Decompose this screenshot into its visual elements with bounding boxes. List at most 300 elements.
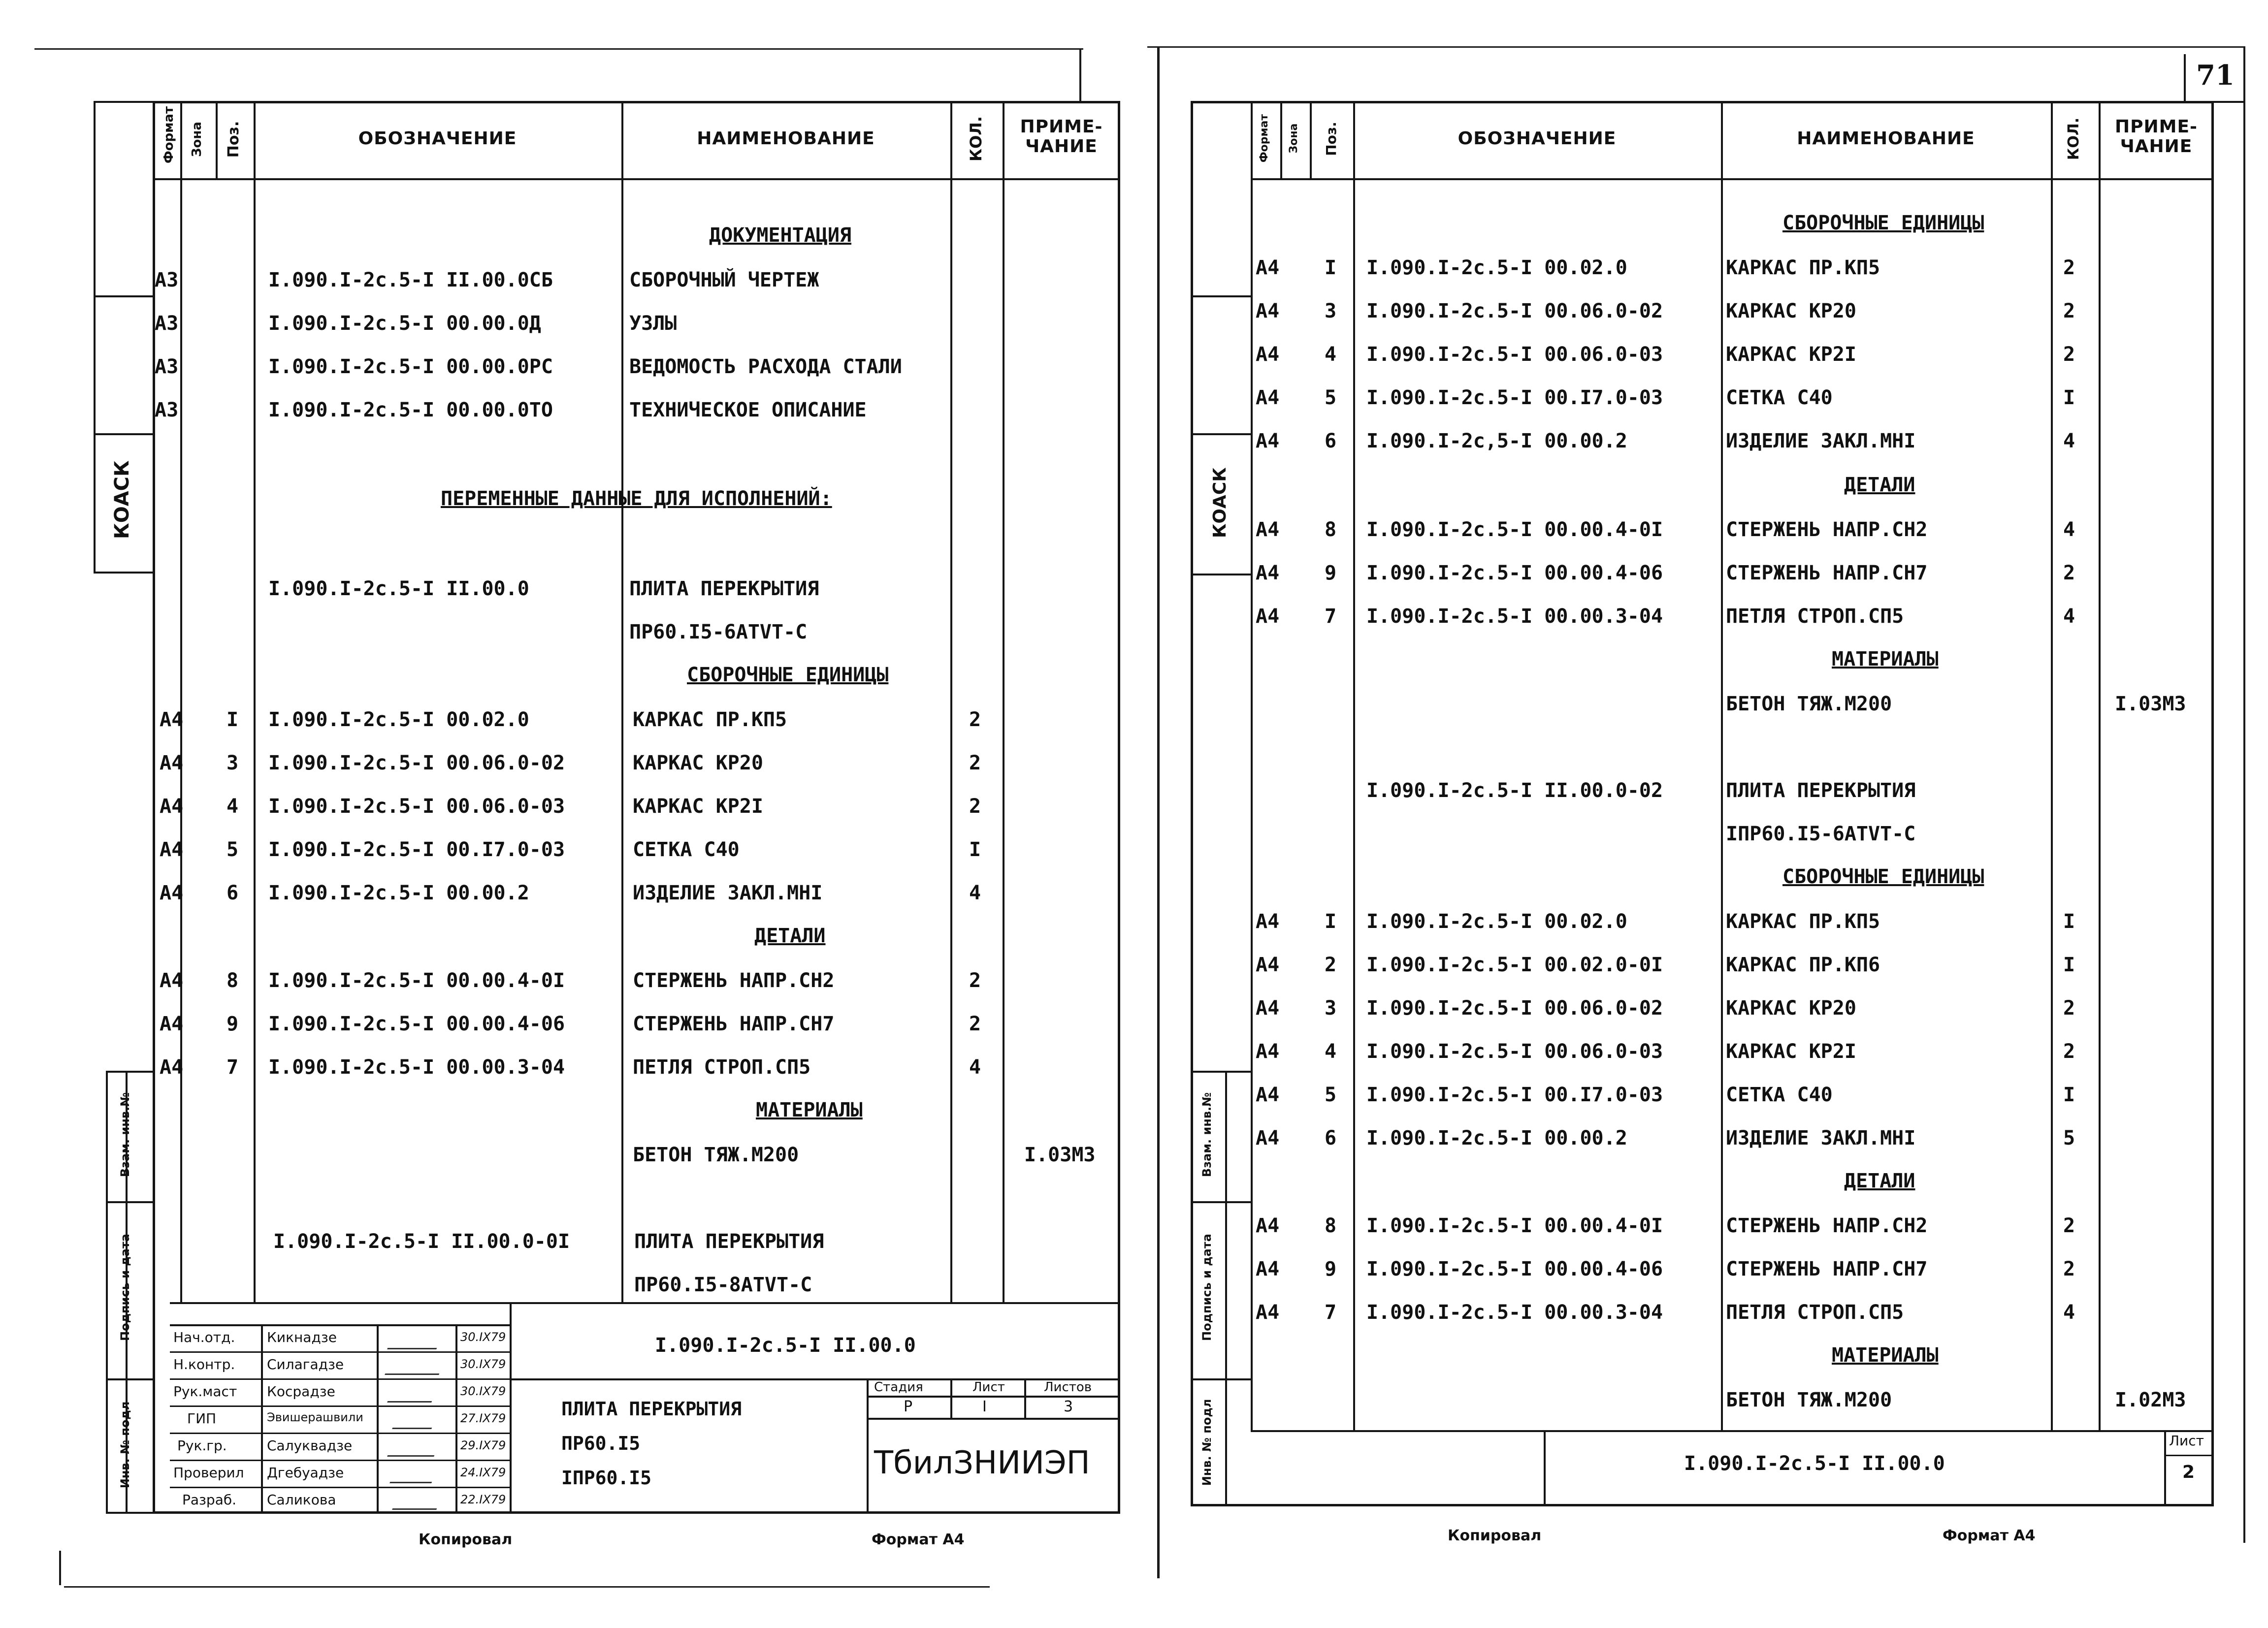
left-bs-line2 — [106, 1378, 153, 1380]
designation-cell: I.090.I-2c.5-I 00.06.0-03 — [1366, 1040, 1663, 1063]
pos-cell: 8 — [227, 969, 239, 992]
right-asm2-row — [1251, 943, 2214, 987]
right-hdr-name: НАИМЕНОВАНИЕ — [1797, 128, 1975, 149]
qty-cell: 2 — [2063, 300, 2075, 322]
right-section-assemblies-2: СБОРОЧНЫЕ ЕДИНИЦЫ — [1782, 865, 1984, 888]
person-name: Кикнадзе — [267, 1329, 337, 1345]
right-det-row — [1251, 595, 2214, 638]
role-label: Разраб. — [182, 1492, 237, 1508]
right-footer-copied: Копировал — [1448, 1527, 1542, 1544]
left-tb-sheets-divider — [1024, 1378, 1026, 1418]
name-cell: УЗЛЫ — [629, 312, 677, 335]
format-cell: А3 — [155, 312, 179, 335]
left-asm-row — [153, 828, 1120, 871]
right-asm2-row — [1251, 987, 2214, 1030]
name-cell: ПЕТЛЯ СТРОП.СП5 — [633, 1056, 811, 1079]
name-cell: КАРКАС ПР.КП5 — [1726, 910, 1880, 933]
left-det-row — [153, 1002, 1120, 1046]
name-cell: КАРКАС ПР.КП5 — [633, 708, 787, 731]
designation-cell: I.090.I-2c.5-I 00.00.4-06 — [1366, 562, 1663, 584]
format-cell: А4 — [160, 882, 184, 904]
format-cell: А4 — [1256, 910, 1280, 933]
left-strip-line1 — [94, 295, 153, 297]
qty-cell: 4 — [2063, 430, 2075, 452]
right-det2-row — [1251, 1204, 2214, 1247]
left-tb-stage-bottom — [867, 1418, 1120, 1420]
format-cell: А4 — [160, 838, 184, 861]
left-side-sign: Подпись и дата — [118, 1234, 132, 1341]
left-section-assemblies: СБОРОЧНЫЕ ЕДИНИЦЫ — [687, 664, 889, 686]
right-item-row — [1251, 769, 2214, 812]
name-cell: КАРКАС КР20 — [633, 752, 763, 774]
format-cell: А4 — [1256, 1040, 1280, 1063]
right-section-assemblies: СБОРОЧНЫЕ ЕДИНИЦЫ — [1782, 212, 1984, 234]
name-cell: СТЕРЖЕНЬ НАПР.СН7 — [633, 1013, 835, 1035]
qty-cell: I — [2063, 954, 2075, 976]
right-det-row — [1251, 551, 2214, 595]
right-asm-row — [1251, 333, 2214, 376]
left-asm-row — [153, 871, 1120, 915]
format-cell: А4 — [160, 1056, 184, 1079]
name-cell: СТЕРЖЕНЬ НАПР.СН2 — [1726, 518, 1928, 541]
designation-cell: I.090.I-2c.5-I 00.I7.0-03 — [268, 838, 565, 861]
designation-cell: I.090.I-2c,5-I 00.00.2 — [1366, 430, 1627, 452]
name-cell: КАРКАС КР2I — [633, 795, 763, 818]
left-item1-row2 — [153, 610, 1120, 654]
left-sig-row2 — [170, 1378, 510, 1380]
scan-edge-top-left — [34, 48, 1083, 50]
right-det-row — [1251, 508, 2214, 551]
sign-date: 24.IX79 — [460, 1466, 506, 1479]
pos-cell: 5 — [1325, 386, 1337, 409]
format-cell: А4 — [1256, 1258, 1280, 1280]
left-sig-row4 — [170, 1433, 510, 1434]
right-det2-row — [1251, 1291, 2214, 1334]
name-cell: ПР60.I5-8АТVТ-С — [634, 1274, 812, 1296]
signature-mark — [385, 1365, 443, 1375]
scan-edge-left — [59, 1551, 61, 1585]
left-sheet-value: I — [982, 1398, 987, 1415]
qty-cell: 2 — [969, 795, 981, 818]
right-bs-line1 — [1191, 1201, 1251, 1203]
qty-cell: 5 — [2063, 1127, 2075, 1149]
designation-cell: I.090.I-2c.5-I II.00.0-0I — [273, 1230, 570, 1253]
left-det-row — [153, 1046, 1120, 1089]
left-side-inv: Взам. инв.№ — [118, 1092, 132, 1178]
right-page-number: 71 — [2196, 59, 2235, 92]
qty-cell: 2 — [2063, 1040, 2075, 1063]
left-section-details: ДЕТАЛИ — [754, 925, 826, 947]
format-cell: А4 — [1256, 997, 1280, 1020]
left-stage-label: Стадия — [874, 1380, 923, 1395]
right-asm-row — [1251, 376, 2214, 419]
right-footer-format: Формат А4 — [1943, 1527, 2036, 1544]
qty-cell: 2 — [2063, 343, 2075, 366]
left-doc-row — [153, 258, 1120, 302]
right-doc-code: I.090.I-2c.5-I II.00.0 — [1684, 1452, 1945, 1475]
sign-date: 22.IX79 — [460, 1493, 506, 1506]
designation-cell: I.090.I-2c.5-I 00.I7.0-03 — [1366, 1084, 1663, 1106]
left-item1-row — [153, 567, 1120, 610]
left-hdr-zone: Зона — [190, 122, 204, 157]
person-name: Салуквадзе — [267, 1437, 353, 1454]
right-sheet-value: 2 — [2182, 1462, 2195, 1482]
left-footer-copied: Копировал — [419, 1531, 513, 1548]
designation-cell: I.090.I-2c.5-I II.00.0 — [268, 577, 529, 600]
left-section-materials: МАТЕРИАЛЫ — [756, 1099, 863, 1121]
right-section-materials-2: МАТЕРИАЛЫ — [1832, 1344, 1939, 1367]
right-hdr-qty: КОЛ. — [2065, 117, 2082, 160]
left-doc-row — [153, 388, 1120, 432]
pos-cell: 4 — [1325, 343, 1337, 366]
right-side-inv: Взам. инв.№ — [1200, 1092, 1214, 1178]
qty-cell: I — [2063, 386, 2075, 409]
format-cell: А4 — [1256, 430, 1280, 452]
left-mat-row — [153, 1133, 1120, 1177]
name-cell: БЕТОН ТЯЖ.М200 — [633, 1144, 799, 1166]
left-doc-row — [153, 302, 1120, 345]
qty-cell: 2 — [2063, 1214, 2075, 1237]
pos-cell: 6 — [227, 882, 239, 904]
left-hdr-format: Формат — [162, 106, 176, 163]
left-hdr-name: НАИМЕНОВАНИЕ — [697, 128, 875, 149]
scan-edge-bottom-left — [64, 1586, 990, 1588]
qty-cell: 2 — [2063, 256, 2075, 279]
right-section-materials: МАТЕРИАЛЫ — [1832, 648, 1939, 670]
pos-cell: I — [1325, 256, 1337, 279]
name-cell: СЕТКА С40 — [633, 838, 740, 861]
format-cell: А4 — [1256, 518, 1280, 541]
note-cell: I.02М3 — [2115, 1389, 2186, 1411]
name-cell: СЕТКА С40 — [1726, 1084, 1833, 1106]
person-name: Косрадзе — [267, 1383, 335, 1400]
right-hdr-note: ПРИМЕ- ЧАНИЕ — [2115, 117, 2198, 157]
left-tb-sheet-divider — [950, 1378, 952, 1418]
right-item-row2 — [1251, 812, 2214, 856]
right-section-details-2: ДЕТАЛИ — [1844, 1170, 1915, 1192]
pos-cell: 9 — [1325, 1258, 1337, 1280]
right-mat2-row — [1251, 1378, 2214, 1422]
designation-cell: I.090.I-2c.5-I 00.00.0ТО — [268, 399, 553, 421]
designation-cell: I.090.I-2c.5-I 00.06.0-02 — [1366, 300, 1663, 322]
sign-date: 27.IX79 — [460, 1411, 506, 1425]
right-bs-line0 — [1191, 1071, 1251, 1073]
name-cell: СБОРОЧНЫЙ ЧЕРТЕЖ — [629, 269, 819, 291]
designation-cell: I.090.I-2c.5-I 00.06.0-02 — [268, 752, 565, 774]
left-hdr-designation: ОБОЗНАЧЕНИЕ — [358, 128, 517, 149]
pos-cell: 7 — [1325, 605, 1337, 628]
right-det2-row — [1251, 1247, 2214, 1291]
right-col-zone2-line — [1310, 101, 1312, 178]
left-tb-stage-mid — [867, 1396, 1120, 1398]
left-hdr-note: ПРИМЕ- ЧАНИЕ — [1020, 117, 1103, 157]
pos-cell: 5 — [227, 838, 239, 861]
person-name: Эвишерашвили — [267, 1410, 363, 1424]
right-asm2-row — [1251, 1117, 2214, 1160]
right-tb-sheet-mid — [2164, 1455, 2214, 1456]
person-name: Саликова — [267, 1492, 336, 1508]
left-product-code1: ПР60.I5 — [561, 1433, 641, 1454]
designation-cell: I.090.I-2c.5-I 00.00.4-0I — [1366, 518, 1663, 541]
qty-cell: 2 — [2063, 1258, 2075, 1280]
name-cell: IПР60.I5-6АТVТ-С — [1726, 823, 1916, 845]
left-sig-row3 — [170, 1405, 510, 1407]
name-cell: ПЛИТА ПЕРЕКРЫТИЯ — [634, 1230, 824, 1253]
qty-cell: 2 — [969, 752, 981, 774]
name-cell: ПЕТЛЯ СТРОП.СП5 — [1726, 1301, 1904, 1324]
qty-cell: 4 — [2063, 605, 2075, 628]
left-side-orig: Инв. № подл — [118, 1401, 132, 1489]
name-cell: ПЕТЛЯ СТРОП.СП5 — [1726, 605, 1904, 628]
pos-cell: 8 — [1325, 1214, 1337, 1237]
left-col-zone-line — [216, 101, 218, 178]
pos-cell: 7 — [227, 1056, 239, 1079]
person-name: Дгебуадзе — [267, 1465, 344, 1481]
note-cell: I.03М3 — [1024, 1144, 1096, 1166]
right-tb-top — [1251, 1430, 2214, 1432]
name-cell: ВЕДОМОСТЬ РАСХОДА СТАЛИ — [629, 355, 902, 378]
pos-cell: 4 — [1325, 1040, 1337, 1063]
role-label: Нач.отд. — [173, 1329, 235, 1345]
pos-cell: I — [1325, 910, 1337, 933]
left-doc-row — [153, 345, 1120, 388]
signature-mark — [387, 1392, 435, 1403]
pos-cell: I — [227, 708, 239, 731]
designation-cell: I.090.I-2c.5-I 00.00.4-06 — [268, 1013, 565, 1035]
right-asm-row — [1251, 246, 2214, 289]
format-cell: А4 — [1256, 1301, 1280, 1324]
left-asm-row — [153, 741, 1120, 785]
scan-edge-right — [2243, 46, 2245, 1543]
left-doc-code: I.090.I-2c.5-I II.00.0 — [655, 1334, 916, 1357]
designation-cell: I.090.I-2c.5-I 00.I7.0-03 — [1366, 386, 1663, 409]
left-section-documentation: ДОКУМЕНТАЦИЯ — [709, 224, 851, 247]
left-organization: ТбилЗНИИЭП — [874, 1445, 1090, 1481]
pos-cell: 7 — [1325, 1301, 1337, 1324]
left-side-stamp: КОАСК — [111, 460, 133, 539]
right-tb-left-divider — [1544, 1430, 1546, 1506]
format-cell: А3 — [155, 355, 179, 378]
designation-cell: I.090.I-2c.5-I 00.00.3-04 — [268, 1056, 565, 1079]
sign-date: 30.IX79 — [460, 1330, 506, 1344]
name-cell: ПЛИТА ПЕРЕКРЫТИЯ — [629, 577, 819, 600]
right-col-zone-line — [1280, 101, 1282, 178]
right-asm-row — [1251, 289, 2214, 333]
role-label: Проверил — [173, 1465, 244, 1481]
left-sheets-value: 3 — [1064, 1398, 1073, 1415]
name-cell: КАРКАС КР20 — [1726, 997, 1856, 1020]
left-product-code2: IПР60.I5 — [561, 1467, 652, 1489]
sign-date: 30.IX79 — [460, 1384, 506, 1398]
left-sig-row1 — [170, 1351, 510, 1353]
name-cell: СТЕРЖЕНЬ НАПР.СН7 — [1726, 1258, 1928, 1280]
left-det-row — [153, 959, 1120, 1002]
designation-cell: I.090.I-2c.5-I 00.00.4-0I — [1366, 1214, 1663, 1237]
format-cell: А4 — [1256, 386, 1280, 409]
format-cell: А4 — [160, 708, 184, 731]
right-section-details: ДЕТАЛИ — [1844, 474, 1915, 496]
left-sig-row6 — [170, 1487, 510, 1488]
left-variable-data-title: ПЕРЕМЕННЫЕ ДАННЫЕ ДЛЯ ИСПОЛНЕНИЙ: — [441, 487, 832, 510]
format-cell: А4 — [1256, 343, 1280, 366]
pos-cell: 6 — [1325, 430, 1337, 452]
format-cell: А4 — [1256, 605, 1280, 628]
name-cell: КАРКАС ПР.КП6 — [1726, 954, 1880, 976]
pos-cell: 3 — [227, 752, 239, 774]
right-asm2-row — [1251, 1030, 2214, 1073]
name-cell: ИЗДЕЛИЕ ЗАКЛ.МНI — [1726, 430, 1916, 452]
designation-cell: I.090.I-2c.5-I II.00.0-02 — [1366, 779, 1663, 802]
designation-cell: I.090.I-2c.5-I 00.00.0РС — [268, 355, 553, 378]
signature-mark — [387, 1339, 440, 1349]
pos-cell: 9 — [1325, 562, 1337, 584]
name-cell: ИЗДЕЛИЕ ЗАКЛ.МНI — [1726, 1127, 1916, 1149]
qty-cell: 4 — [2063, 518, 2075, 541]
left-item2-row — [153, 1220, 1120, 1263]
name-cell: ТЕХНИЧЕСКОЕ ОПИСАНИЕ — [629, 399, 867, 421]
pos-cell: 6 — [1325, 1127, 1337, 1149]
qty-cell: 2 — [969, 969, 981, 992]
designation-cell: I.090.I-2c.5-I 00.02.0-0I — [1366, 954, 1663, 976]
right-hdr-zone: Зона — [1288, 123, 1300, 154]
qty-cell: 2 — [969, 708, 981, 731]
qty-cell: I — [969, 838, 981, 861]
sign-date: 29.IX79 — [460, 1438, 506, 1452]
note-cell: I.03М3 — [2115, 693, 2186, 715]
left-asm-row — [153, 698, 1120, 741]
pos-cell: 2 — [1325, 954, 1337, 976]
right-strip-line1 — [1191, 295, 1251, 297]
right-side-stamp: КОАСК — [1210, 467, 1230, 538]
designation-cell: I.090.I-2c.5-I 00.06.0-03 — [268, 795, 565, 818]
format-cell: А4 — [1256, 300, 1280, 322]
pos-cell: 5 — [1325, 1084, 1337, 1106]
left-asm-row — [153, 785, 1120, 828]
qty-cell: 4 — [2063, 1301, 2075, 1324]
signature-mark — [389, 1473, 435, 1483]
pos-cell: 4 — [227, 795, 239, 818]
right-asm2-row — [1251, 1073, 2214, 1117]
format-cell: А4 — [1256, 256, 1280, 279]
pos-cell: 8 — [1325, 518, 1337, 541]
right-asm-row — [1251, 419, 2214, 463]
name-cell: СЕТКА С40 — [1726, 386, 1833, 409]
format-cell: А4 — [160, 795, 184, 818]
right-strip-line3 — [1191, 574, 1251, 575]
left-tb-code-divider — [510, 1302, 512, 1514]
left-sig-row5 — [170, 1460, 510, 1461]
scan-edge-top-right — [1147, 46, 2245, 48]
designation-cell: I.090.I-2c.5-I 00.02.0 — [1366, 256, 1627, 279]
designation-cell: I.090.I-2c.5-I 00.00.0Д — [268, 312, 541, 335]
name-cell: ПЛИТА ПЕРЕКРЫТИЯ — [1726, 779, 1916, 802]
format-cell: А3 — [155, 269, 179, 291]
qty-cell: I — [2063, 910, 2075, 933]
format-cell: А4 — [1256, 1214, 1280, 1237]
name-cell: КАРКАС КР20 — [1726, 300, 1856, 322]
pos-cell: 3 — [1325, 997, 1337, 1020]
format-cell: А4 — [160, 969, 184, 992]
left-sig-row0 — [170, 1324, 510, 1326]
left-product-name: ПЛИТА ПЕРЕКРЫТИЯ — [561, 1398, 742, 1420]
left-sheet-label: Лист — [972, 1380, 1005, 1395]
right-bs-line2 — [1191, 1378, 1251, 1380]
right-tb-sheet-divider — [2164, 1430, 2166, 1506]
name-cell: БЕТОН ТЯЖ.М200 — [1726, 1389, 1892, 1411]
pos-cell: 9 — [227, 1013, 239, 1035]
left-hdr-qty: КОЛ. — [967, 116, 985, 162]
format-cell: А3 — [155, 399, 179, 421]
right-hdr-pos: Поз. — [1323, 122, 1339, 156]
scan-tab-left — [1079, 48, 1081, 102]
format-cell: А4 — [1256, 1127, 1280, 1149]
designation-cell: I.090.I-2c.5-I 00.02.0 — [1366, 910, 1627, 933]
right-asm2-row — [1251, 900, 2214, 943]
format-cell: А4 — [160, 752, 184, 774]
scan-edge-divider — [1157, 47, 1160, 1578]
left-tb-mid — [510, 1378, 1120, 1380]
name-cell: КАРКАС КР2I — [1726, 1040, 1856, 1063]
name-cell: СТЕРЖЕНЬ НАПР.СН2 — [633, 969, 835, 992]
right-hdr-designation: ОБОЗНАЧЕНИЕ — [1458, 128, 1617, 149]
name-cell: КАРКАС ПР.КП5 — [1726, 256, 1880, 279]
designation-cell: I.090.I-2c.5-I II.00.0СБ — [268, 269, 553, 291]
name-cell: ПР60.I5-6АТVТ-С — [629, 621, 808, 643]
role-label: Рук.маст — [173, 1383, 237, 1400]
left-sheets-label: Листов — [1044, 1380, 1092, 1395]
right-hdr-format: Формат — [1258, 114, 1270, 163]
right-side-orig: Инв. № подл — [1200, 1399, 1214, 1486]
sign-date: 30.IX79 — [460, 1357, 506, 1371]
designation-cell: I.090.I-2c.5-I 00.00.2 — [268, 882, 529, 904]
left-tb-stage-divider — [867, 1378, 869, 1514]
name-cell: СТЕРЖЕНЬ НАПР.СН2 — [1726, 1214, 1928, 1237]
left-strip-line2 — [94, 433, 153, 435]
qty-cell: 4 — [969, 882, 981, 904]
left-hdr-pos: Поз. — [225, 121, 242, 158]
qty-cell: 4 — [969, 1056, 981, 1079]
name-cell: БЕТОН ТЯЖ.М200 — [1726, 693, 1892, 715]
left-stage-value: Р — [904, 1398, 913, 1415]
left-tb-top — [170, 1302, 1120, 1304]
left-item2-row2 — [153, 1263, 1120, 1307]
left-bs-line1 — [106, 1201, 153, 1203]
designation-cell: I.090.I-2c.5-I 00.02.0 — [268, 708, 529, 731]
designation-cell: I.090.I-2c.5-I 00.00.3-04 — [1366, 1301, 1663, 1324]
role-label: ГИП — [187, 1410, 217, 1427]
role-label: Н.контр. — [173, 1356, 235, 1373]
designation-cell: I.090.I-2c.5-I 00.00.2 — [1366, 1127, 1627, 1149]
signature-mark — [392, 1500, 440, 1510]
right-mat-row — [1251, 682, 2214, 726]
signature-mark — [392, 1419, 435, 1429]
qty-cell: 2 — [969, 1013, 981, 1035]
format-cell: А4 — [160, 1013, 184, 1035]
pos-cell: 3 — [1325, 300, 1337, 322]
right-bs-vline — [1225, 1071, 1227, 1506]
qty-cell: 2 — [2063, 562, 2075, 584]
right-strip-line2 — [1191, 433, 1251, 435]
right-side-sign: Подпись и дата — [1200, 1234, 1214, 1341]
left-header-bottom — [153, 178, 1120, 180]
role-label: Рук.гр. — [177, 1437, 227, 1454]
qty-cell: I — [2063, 1084, 2075, 1106]
name-cell: СТЕРЖЕНЬ НАПР.СН7 — [1726, 562, 1928, 584]
designation-cell: I.090.I-2c.5-I 00.00.4-0I — [268, 969, 565, 992]
format-cell: А4 — [1256, 954, 1280, 976]
left-footer-format: Формат А4 — [872, 1531, 965, 1548]
format-cell: А4 — [1256, 1084, 1280, 1106]
